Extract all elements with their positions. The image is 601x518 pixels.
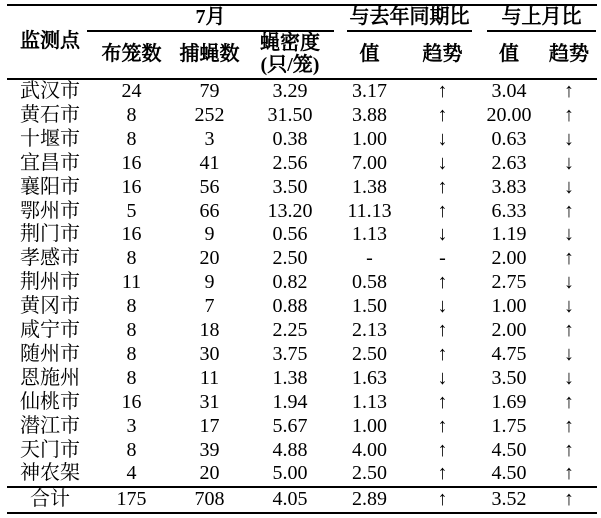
density-cell: 2.50 [272,247,308,270]
yoy-value-cell: 4.00 [352,438,387,461]
fly-count-cell: 17 [199,414,220,437]
station-cell: 黄石市 [20,104,80,127]
fly-density-table [7,4,597,514]
yoy-trend-cell: ↑ [408,487,477,513]
mom-trend-cell: ↑ [564,462,574,485]
yoy-value-cell: 1.00 [352,414,387,437]
density-cell: 13.20 [267,199,313,222]
yoy-value-cell: 7.00 [352,151,387,174]
mom-trend-cell: ↑ [564,438,574,461]
mom-value-cell: 3.52 [477,487,541,513]
table-header [7,5,597,79]
mom-trend-cell: ↑ [564,104,574,127]
cage-count-cell: 16 [121,223,142,246]
mom-trend-cell: ↑ [564,319,574,342]
mom-trend-cell: ↓ [564,223,574,246]
yoy-value-cell: 1.63 [352,366,387,389]
yoy-trend-cell: ↓ [437,223,448,246]
station-cell: 咸宁市 [20,319,80,342]
fly-count-cell: 66 [199,199,220,222]
table-row [7,343,597,367]
yoy-trend-cell: ↑ [437,438,448,461]
total-row [7,487,597,513]
cage-count-cell: 8 [126,104,137,127]
fly-count-cell: 3 [204,127,215,150]
mom-trend-cell: ↓ [564,151,574,174]
station-cell: 随州市 [20,342,80,365]
mom-value-cell: 6.33 [491,199,527,222]
table-row [7,438,597,462]
density-cell: 3.75 [272,342,308,365]
density-cell: 0.38 [272,127,308,150]
mom-trend-cell: ↑ [541,487,597,513]
density-cell: 5.67 [272,414,308,437]
header-yoy-value: 值 [331,32,408,79]
header-density [249,32,331,79]
table-row [7,223,597,247]
cage-count-cell: 8 [126,366,137,389]
fly-count-cell: 708 [170,487,249,513]
mom-value-cell: 1.69 [491,390,527,413]
density-cell: 4.05 [249,487,331,513]
station-cell: 神农架 [20,462,80,485]
density-cell: 1.38 [272,366,308,389]
yoy-trend-cell: - [439,247,446,270]
fly-count-cell: 9 [204,223,215,246]
table-row [7,319,597,343]
header-group-mom [477,5,597,32]
yoy-trend-cell: ↓ [437,127,448,150]
table-row [7,462,597,487]
yoy-value-cell: 2.89 [331,487,408,513]
header-station: 监测点 [7,5,93,79]
density-cell: 3.50 [272,175,308,198]
fly-count-cell: 7 [204,295,215,318]
yoy-trend-cell: ↑ [437,271,448,294]
yoy-value-cell: 1.50 [352,295,387,318]
density-cell: 5.00 [272,462,308,485]
station-cell: 荆州市 [20,271,80,294]
mom-trend-cell: ↑ [564,199,574,222]
yoy-trend-cell: ↑ [437,80,448,103]
table-row [7,152,597,176]
mom-value-cell: 1.19 [491,223,527,246]
cage-count-cell: 11 [121,271,142,294]
yoy-trend-cell: ↑ [437,175,448,198]
mom-value-cell: 2.00 [491,319,527,342]
density-cell: 2.56 [272,151,308,174]
yoy-trend-cell: ↑ [437,414,448,437]
yoy-trend-cell: ↑ [437,104,448,127]
table-body [7,79,597,513]
cage-count-cell: 8 [126,319,137,342]
table-row [7,104,597,128]
mom-trend-cell: ↓ [564,175,574,198]
cage-count-cell: 8 [126,295,137,318]
cage-count-cell: 8 [126,342,137,365]
mom-value-cell: 0.63 [491,127,527,150]
station-cell: 恩施州 [20,366,80,389]
yoy-trend-cell: ↓ [437,295,448,318]
mom-value-cell: 20.00 [486,104,532,127]
fly-count-cell: 20 [199,462,220,485]
header-density-line2: (只/笼) [260,54,320,76]
mom-trend-cell: ↓ [564,271,574,294]
mom-value-cell: 1.00 [491,295,527,318]
fly-count-cell: 18 [199,319,220,342]
header-group-month-label: 7月 [87,7,334,32]
yoy-trend-cell: ↑ [437,462,448,485]
fly-count-cell: 11 [199,366,220,389]
station-cell: 黄冈市 [20,295,80,318]
yoy-value-cell: - [366,247,373,270]
cage-count-cell: 5 [126,199,137,222]
density-cell: 2.25 [272,319,308,342]
mom-trend-cell: ↑ [564,80,574,103]
table-row [7,391,597,415]
header-cage-count: 布笼数 [93,32,170,79]
station-cell: 荆门市 [20,223,80,246]
station-cell: 武汉市 [20,80,80,103]
yoy-value-cell: 0.58 [352,271,387,294]
mom-value-cell: 3.04 [491,80,527,103]
station-cell: 宜昌市 [20,151,80,174]
density-cell: 3.29 [272,80,308,103]
cage-count-cell: 16 [121,151,142,174]
header-mom-trend: 趋势 [541,32,597,79]
table-row [7,199,597,223]
table-row [7,271,597,295]
header-group-yoy [331,5,477,32]
fly-count-cell: 30 [199,342,220,365]
table-row [7,367,597,391]
cage-count-cell: 8 [126,247,137,270]
yoy-value-cell: 1.13 [352,223,387,246]
density-cell: 1.94 [272,390,308,413]
yoy-value-cell: 1.00 [352,127,387,150]
station-cell: 襄阳市 [20,175,80,198]
mom-value-cell: 2.63 [491,151,527,174]
mom-trend-cell: ↑ [564,414,574,437]
mom-value-cell: 2.75 [491,271,527,294]
yoy-value-cell: 3.88 [352,104,387,127]
table-row [7,295,597,319]
mom-value-cell: 4.50 [491,462,527,485]
density-cell: 0.82 [272,271,308,294]
cage-count-cell: 3 [126,414,137,437]
yoy-trend-cell: ↑ [437,199,448,222]
mom-trend-cell: ↑ [564,390,574,413]
header-yoy-trend: 趋势 [408,32,477,79]
table-row [7,176,597,200]
cage-count-cell: 4 [126,462,137,485]
header-group-month [93,5,331,32]
fly-count-cell: 9 [204,271,215,294]
cage-count-cell: 8 [126,127,137,150]
header-group-row [7,5,597,32]
header-density-line1: 蝇密度 [260,32,320,55]
mom-value-cell: 3.50 [491,366,527,389]
station-cell: 十堰市 [20,127,80,150]
header-group-yoy-label: 与去年同期比 [347,7,472,32]
yoy-value-cell: 2.50 [352,462,387,485]
yoy-trend-cell: ↓ [437,151,448,174]
mom-value-cell: 4.75 [491,342,527,365]
density-cell: 4.88 [272,438,308,461]
fly-count-cell: 79 [199,80,220,103]
yoy-trend-cell: ↓ [437,366,448,389]
cage-count-cell: 16 [121,175,142,198]
station-cell: 鄂州市 [20,199,80,222]
fly-count-cell: 20 [199,247,220,270]
cage-count-cell: 16 [121,390,142,413]
station-cell: 潜江市 [20,414,80,437]
mom-trend-cell: ↑ [564,247,574,270]
yoy-value-cell: 11.13 [347,199,392,222]
yoy-value-cell: 2.13 [352,319,387,342]
mom-trend-cell: ↓ [564,127,574,150]
table-row [7,128,597,152]
yoy-value-cell: 1.13 [352,390,387,413]
yoy-trend-cell: ↑ [437,342,448,365]
fly-count-cell: 252 [194,104,225,127]
mom-trend-cell: ↓ [564,295,574,318]
mom-value-cell: 2.00 [491,247,527,270]
header-mom-value: 值 [477,32,541,79]
density-cell: 0.88 [272,295,308,318]
yoy-value-cell: 2.50 [352,342,387,365]
fly-count-cell: 31 [199,390,220,413]
table-row [7,79,597,104]
mom-trend-cell: ↓ [564,366,574,389]
yoy-value-cell: 1.38 [352,175,387,198]
header-sub-row [7,32,597,79]
cage-count-cell: 24 [121,80,142,103]
mom-value-cell: 3.83 [491,175,527,198]
station-cell: 天门市 [20,438,80,461]
yoy-trend-cell: ↑ [437,390,448,413]
fly-count-cell: 56 [199,175,220,198]
fly-count-cell: 41 [199,151,220,174]
cage-count-cell: 8 [126,438,137,461]
mom-value-cell: 1.75 [491,414,527,437]
header-fly-count: 捕蝇数 [170,32,249,79]
mom-value-cell: 4.50 [491,438,527,461]
table-row [7,247,597,271]
density-cell: 0.56 [272,223,308,246]
table-row [7,414,597,438]
cage-count-cell: 175 [93,487,170,513]
station-cell: 孝感市 [20,247,80,270]
header-group-mom-label: 与上月比 [487,7,596,32]
density-cell: 31.50 [267,104,313,127]
yoy-trend-cell: ↑ [437,319,448,342]
fly-count-cell: 39 [199,438,220,461]
yoy-value-cell: 3.17 [352,80,387,103]
station-cell: 仙桃市 [20,390,80,413]
mom-trend-cell: ↓ [564,342,574,365]
station-cell: 合计 [7,487,93,513]
